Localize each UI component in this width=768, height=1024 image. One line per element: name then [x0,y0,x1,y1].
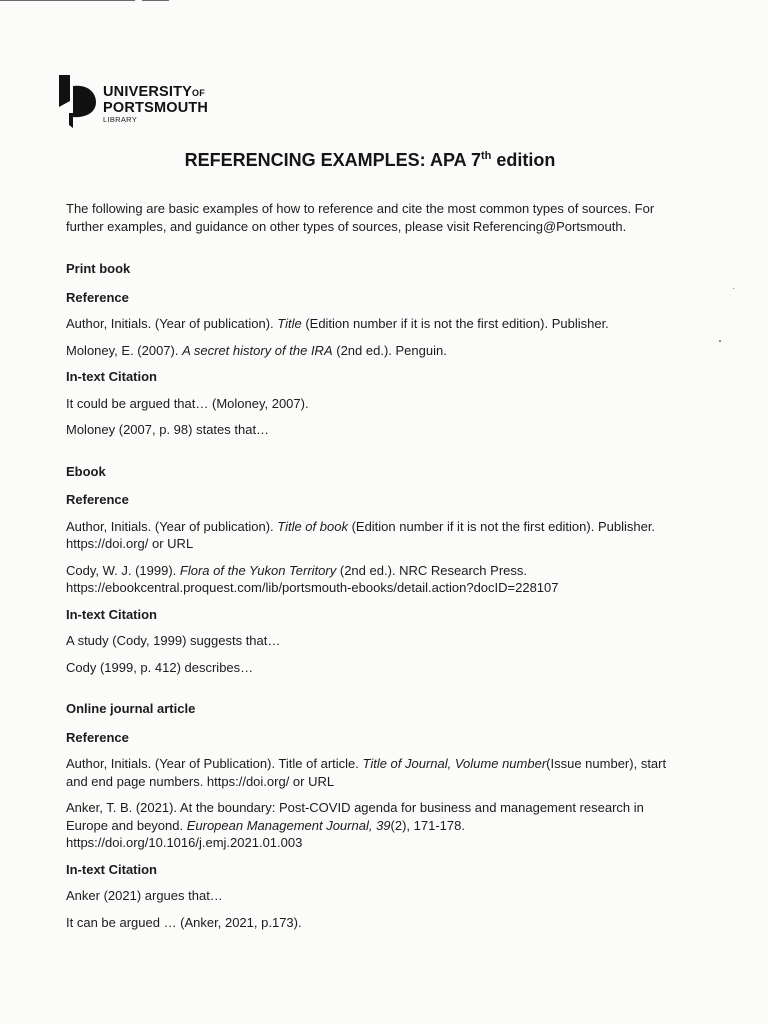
example-text: (2nd ed.). NRC Research Press. https://ebookcentral.proquest.com/lib/portsmouth-ebooks/detail.action?docID=228107 [66,562,559,595]
template-italic: Title of book [277,518,348,534]
title-superscript: th [480,150,492,162]
intro-paragraph: The following are basic examples of how to reference and cite the most common types of sources. For further examples, and guidance on other types of sources, please visit Referencing@Portsmouth. [66,201,655,234]
scan-edge-line [0,0,135,1]
reference-template [66,315,686,333]
citation-example: Cody (1999, p. 412) describes… [66,659,254,675]
university-logo [57,73,227,129]
logo-library-text: LIBRARY [103,115,138,124]
page-title [0,150,740,171]
citation-heading: In-text Citation [66,369,157,384]
example-text: Anker, T. B. (2021). At the boundary: Post-COVID agenda for business and management research in Europe and beyond. [66,800,644,833]
template-text: (Issue number), start and end page numbers. https://doi.org/ or URL [66,756,667,789]
citation-heading: In-text Citation [66,861,157,877]
section-heading-journal-article: Online journal article [66,701,196,716]
logo-university-text: UNIVERSITY [103,84,193,100]
reference-heading: Reference [66,492,129,507]
template-text: (Edition number if it is not the first edition). Publisher. https://doi.org/ or URL [66,518,656,551]
template-text: Author, Initials. (Year of publication). [66,518,278,534]
reference-example [66,562,686,597]
reference-template [66,755,686,790]
template-italic: Title [277,316,302,331]
scan-speck [733,288,734,289]
scan-speck [719,340,721,342]
template-text: (Edition number if it is not the first edition). Publisher. [301,316,609,331]
logo-of-text: OF [192,88,205,98]
example-italic: European Management Journal, 39 [186,817,391,833]
citation-example: A study (Cody, 1999) suggests that… [66,633,281,648]
citation-example: Anker (2021) argues that… [66,888,223,903]
logo-portsmouth-text: PORTSMOUTH [103,99,209,116]
section-heading-print-book: Print book [66,261,131,276]
reference-template [66,518,686,553]
title-end: edition [491,150,556,170]
citation-example: It could be argued that… (Moloney, 2007). [66,395,309,411]
example-text: Cody, W. J. (1999). [66,562,180,578]
reference-heading: Reference [66,289,129,305]
example-text: Moloney, E. (2007). [66,342,183,358]
citation-example: It can be argued … (Anker, 2021, p.173). [66,914,302,930]
template-text: Author, Initials. (Year of publication). [66,316,278,331]
title-main: REFERENCING EXAMPLES: APA 7 [184,150,481,170]
template-italic: Title of Journal, Volume number [362,756,547,771]
reference-heading: Reference [66,729,129,745]
template-text: Author, Initials. (Year of Publication). Title of article. [66,756,363,771]
document-body [66,200,686,940]
reference-example [66,342,686,360]
example-text: (2nd ed.). Penguin. [332,342,447,358]
reference-example [66,799,686,852]
example-italic: A secret history of the IRA [182,342,333,358]
portsmouth-emblem-icon [57,73,101,129]
example-italic: Flora of the Yukon Territory [179,562,337,578]
citation-example: Moloney (2007, p. 98) states that… [66,422,270,437]
example-text: (2), 171-178. https://doi.org/10.1016/j.emj.2021.01.003 [66,817,465,850]
citation-heading: In-text Citation [66,606,157,622]
section-heading-ebook: Ebook [66,463,106,479]
scan-edge-line [142,0,169,1]
